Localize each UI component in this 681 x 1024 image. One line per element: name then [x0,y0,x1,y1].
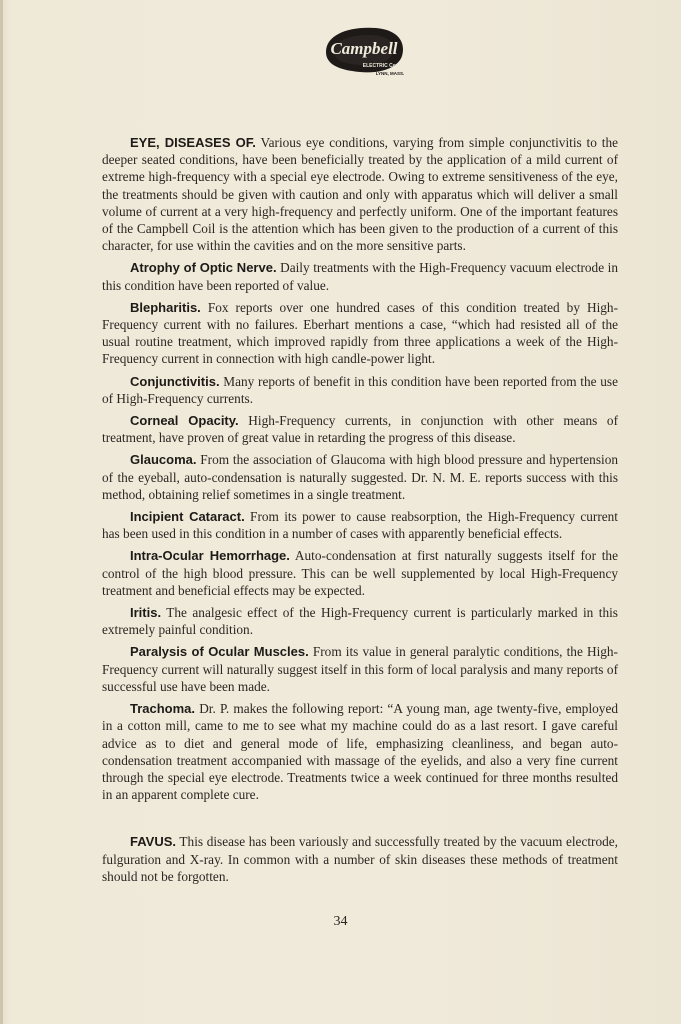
entry-heading: Paralysis of Ocular Muscles. [130,644,309,660]
entry-text: Dr. P. makes the following report: “A young man, age twenty-five, employed in a cotton mill, came to me to see what my machine could do as a last resort. I gave careful advice as to diet and general mode of life, emphasizing cleanliness, and began auto-condensation treatment accompanied with massage of the eyelids, and also a very fine current through the special eye electrode. Treatments twice a week continued for three months resulted in an apparent complete cure. [102,701,618,803]
entry-heading: Glaucoma. [130,452,197,468]
paragraph [102,643,618,695]
campbell-electric-logo-icon [320,22,410,78]
entry-text: From its value in general paralytic conditions, the High-Frequency current will naturally suggest itself in this form of local paralysis and many reports of successful use have been made. [102,644,618,694]
entry-text: Daily treatments with the High-Frequency vacuum electrode in this condition have been reported of value. [102,260,618,293]
entry-text: High-Frequency currents, in conjunction with other means of treatment, have proven of great value in retarding the progress of this disease. [102,413,618,446]
paragraph [102,259,618,293]
entry-heading: Corneal Opacity. [130,413,239,429]
entry-text: The analgesic effect of the High-Frequency current is particularly marked in this extremely painful condition. [102,605,618,638]
entry-heading: FAVUS. [130,834,176,850]
paragraph [102,700,618,803]
paragraph [102,373,618,407]
entry-heading: Atrophy of Optic Nerve. [130,260,277,276]
entry-heading: EYE, DISEASES OF. [130,135,256,150]
paragraph [102,451,618,503]
paragraph [102,508,618,542]
entry-text: Various eye conditions, varying from simple conjunctivitis to the deeper seated conditions, have been beneficially treated by the application of a mild current of extreme high-frequency with a special eye electrode. Owing to extreme sensitiveness of the eye, the treatments should be given with caution and only with apparatus which will deliver a small volume of current at a very high-frequency and perfectly uniform. One of the important features of the Campbell Coil is the attention which has been given to the production of a current of this character, for use within the cavities and on the more sensitive parts. [102,135,618,254]
paragraph [102,833,618,885]
entry-text: Fox reports over one hundred cases of this condition treated by High-Frequency current with no failures. Eberhart mentions a case, “which had resisted all of the usual routine treatment, which improved rapidly from three applications a week of the High-Frequency current in connection with high candle-power light. [102,299,618,367]
entry-heading: Blepharitis. [130,299,201,315]
entry-heading: Conjunctivitis. [130,373,220,389]
paragraph [102,412,618,446]
paragraph [102,547,618,599]
logo-graphic [320,22,410,78]
page-edge [0,0,3,1024]
entry-heading: Iritis. [130,605,162,621]
entry-heading: Incipient Cataract. [130,509,245,525]
paragraph [102,604,618,638]
logo-wordmark: Campbell [330,39,398,58]
paragraph [102,299,618,368]
entry-heading: Trachoma. [130,701,196,717]
page-number: 34 [333,914,348,929]
entry-heading: Intra-Ocular Hemorrhage. [130,548,290,564]
logo-line-2: LYNN, MASS. [375,71,405,76]
logo-line-1: ELECTRIC Co. [362,63,398,69]
entry-text: This disease has been variously and successfully treated by the vacuum electrode, fulguration and X-ray. In common with a number of skin diseases these methods of treatment should not be forgotten. [102,834,618,884]
paragraph [102,134,618,254]
entry-text: From the association of Glaucoma with high blood pressure and hypertension of the eyeball, auto-condensation is naturally suggested. Dr. N. M. E. reports success with this method, obtaining relief sometimes in a single treatment. [102,452,618,502]
body-text [102,134,618,890]
entry-text: From its power to cause reabsorption, the High-Frequency current has been used in this condition in a number of cases with apparently beneficial effects. [102,509,618,542]
entry-text: Many reports of benefit in this condition have been reported from the use of High-Frequency currents. [102,373,618,406]
entry-text: Auto-condensation at first naturally suggests itself for the control of the high blood pressure. This can be well supplemented by local High-Frequency treatment and beneficial effects may be expected. [102,548,618,598]
